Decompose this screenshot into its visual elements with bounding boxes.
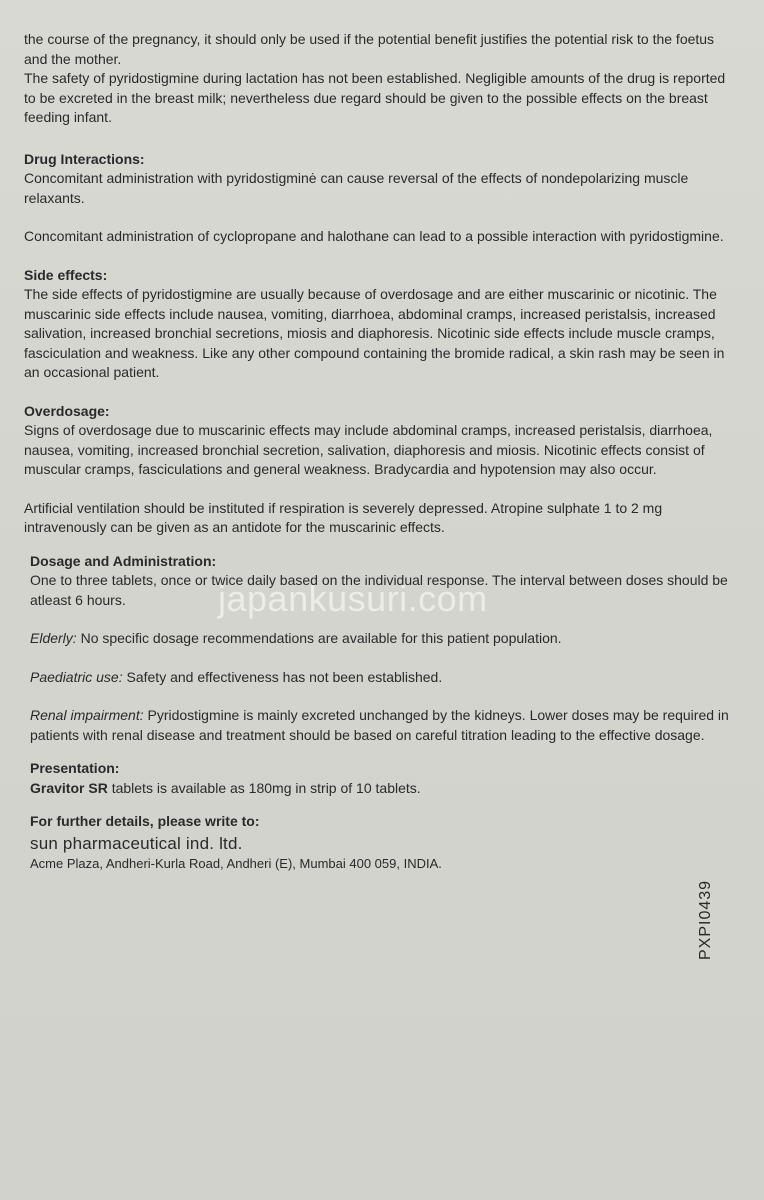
drug-interactions-heading: Drug Interactions: [24,150,145,167]
product-name: Gravitor SR [30,779,108,796]
drug-interactions-para1: Concomitant administration with pyridostigminė can cause reversal of the effects of nondepolarizing muscle relaxants. [24,170,689,206]
overdosage-para1: Signs of overdosage due to muscarinic effects may include abdominal cramps, increased peristalsis, diarrhoea, nausea, vomiting, increased bronchial secretion, salivation, diaphoresis and miosis. Nicotinic effects consist of muscular cramps, fasciculations and general weakness. Bradycardia and hypotension may also occur. [24,422,713,477]
renal-text [30,706,730,745]
elderly-text [30,629,730,649]
presentation-text [30,779,730,799]
elderly-label: Elderly: [30,630,77,646]
watermark: japankusuri.com [218,578,488,619]
dosage-heading: Dosage and Administration: [30,552,217,569]
overdosage-heading: Overdosage: [24,402,110,419]
overdosage-para2: Artificial ventilation should be instituted if respiration is severely depressed. Atropine sulphate 1 to 2 mg intravenously can be given as an antidote for the muscarinic effects. [24,499,663,535]
paediatric-text [30,668,730,688]
product-code: PXPI0439 [697,879,714,960]
leaflet-content [24,30,730,873]
pregnancy-text: the course of the pregnancy, it should only be used if the potential benefit justifies the potential risk to the foetus and the mother. [24,31,715,67]
contact-heading: For further details, please write to: [30,813,260,829]
company-name: sun pharmaceutical ind. ltd. [30,833,243,853]
company-address: Acme Plaza, Andheri-Kurla Road, Andheri (E), Mumbai 400 059, INDIA. [30,855,442,871]
paediatric-body: Safety and effectiveness has not been established. [122,668,443,685]
drug-interactions-para2: Concomitant administration of cyclopropane and halothane can lead to a possible interaction with pyridostigmine. [24,228,724,244]
paediatric-label: Paediatric use: [30,668,123,685]
elderly-body: No specific dosage recommendations are available for this patient population. [76,630,562,646]
presentation-body: tablets is available as 180mg in strip of 10 tablets. [107,779,421,796]
presentation-heading: Presentation: [30,760,120,776]
dosage-text: One to three tablets, once or twice daily based on the individual response. The interval between doses should be atleast 6 hours. [30,572,728,608]
renal-body: Pyridostigmine is mainly excreted unchanged by the kidneys. Lower doses may be required in patients with renal disease and treatment should be based on careful titration leading to the effective dosage. [30,707,729,743]
side-effects-heading: Side effects: [24,266,108,283]
lactation-text: The safety of pyridostigmine during lactation has not been established. Negligible amounts of the drug is reported to be excreted in the breast milk; nevertheless due regard should be given to the possible effects on the breast feeding infant. [24,70,726,125]
side-effects-text: The side effects of pyridostigmine are usually because of overdosage and are either muscarinic or nicotinic. The muscarinic side effects include nausea, vomiting, diarrhoea, abdominal cramps, increased peristalsis, increased salivation, increased bronchial secretions, miosis and diaphoresis. Nicotinic side effects include muscle cramps, fasciculation and weakness. Like any other compound containing the bromide radical, a skin rash may be seen in an occasional patient. [24,286,725,380]
renal-label: Renal impairment: [30,707,144,723]
